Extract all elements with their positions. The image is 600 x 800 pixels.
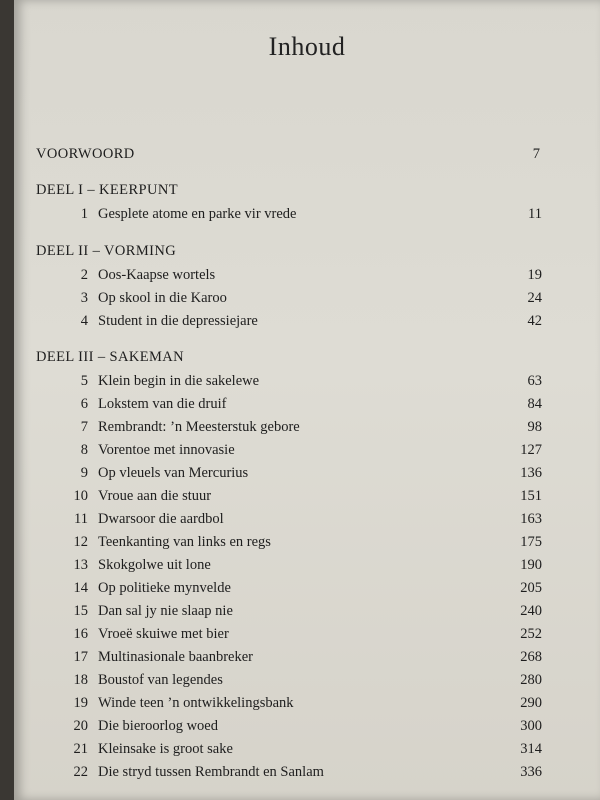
- chapter-page: 163: [520, 511, 542, 527]
- chapter-number: 11: [74, 511, 88, 527]
- part-heading-3: [14, 346, 600, 368]
- chapter-row-4: [14, 310, 600, 332]
- chapter-page: 205: [520, 580, 542, 596]
- chapter-row-19: [14, 692, 600, 714]
- chapter-title: Teenkanting van links en regs: [98, 534, 271, 550]
- chapter-number: 13: [73, 557, 88, 573]
- book-page: [14, 0, 600, 800]
- chapter-number: 8: [80, 442, 88, 458]
- chapter-title: Lokstem van die druif: [98, 396, 227, 412]
- chapter-number: 12: [73, 534, 88, 550]
- chapter-page: 336: [520, 764, 542, 780]
- chapter-row-7: [14, 416, 600, 438]
- chapter-title: Klein begin in die sakelewe: [98, 373, 260, 389]
- chapter-page: 175: [520, 534, 542, 550]
- chapter-page: 42: [527, 313, 542, 329]
- toc-foreword-row: [14, 143, 600, 165]
- chapter-number: 18: [73, 672, 88, 688]
- chapter-title: Winde teen ’n ontwikkelingsbank: [98, 695, 294, 711]
- chapter-row-11: [14, 508, 600, 530]
- chapter-page: 84: [527, 396, 542, 412]
- chapter-number: 1: [80, 206, 88, 222]
- chapter-row-14: [14, 577, 600, 599]
- chapter-row-9: [14, 462, 600, 484]
- chapter-page: 314: [520, 741, 542, 757]
- chapter-title: Skokgolwe uit lone: [98, 557, 211, 573]
- chapter-page: 252: [520, 626, 542, 642]
- chapter-row-16: [14, 623, 600, 645]
- chapter-number: 3: [80, 290, 88, 306]
- chapter-number: 9: [80, 465, 88, 481]
- chapter-page: 280: [520, 672, 542, 688]
- part-heading-2: [14, 240, 600, 262]
- chapter-title: Vroeë skuiwe met bier: [98, 626, 229, 642]
- chapter-title: Student in die depressiejare: [98, 313, 258, 329]
- chapter-number: 21: [73, 741, 88, 757]
- chapter-row-6: [14, 393, 600, 415]
- chapter-page: 63: [527, 373, 542, 389]
- page-title: Inhoud: [268, 32, 346, 61]
- chapter-page: 136: [520, 465, 542, 481]
- chapter-title: Kleinsake is groot sake: [98, 741, 233, 757]
- chapter-row-2: [14, 264, 600, 286]
- chapter-number: 17: [73, 649, 88, 665]
- chapter-number: 22: [73, 764, 88, 780]
- chapter-page: 190: [520, 557, 542, 573]
- chapter-title: Multinasionale baanbreker: [98, 649, 254, 665]
- chapter-row-3: [14, 287, 600, 309]
- chapter-number: 10: [73, 488, 88, 504]
- foreword-label: VOORWOORD: [36, 146, 135, 162]
- chapter-title: Die bieroorlog woed: [98, 718, 218, 734]
- chapter-number: 20: [73, 718, 88, 734]
- chapter-title: Op vleuels van Mercurius: [98, 465, 249, 481]
- chapter-page: 98: [527, 419, 542, 435]
- chapter-number: 19: [73, 695, 88, 711]
- chapter-number: 14: [73, 580, 88, 596]
- chapter-page: 19: [527, 267, 542, 283]
- chapter-number: 2: [80, 267, 88, 283]
- chapter-row-22: [14, 761, 600, 783]
- chapter-page: 240: [520, 603, 542, 619]
- chapter-title: Vorentoe met innovasie: [98, 442, 235, 458]
- chapter-row-12: [14, 531, 600, 553]
- chapter-number: 6: [80, 396, 88, 412]
- part-heading-text: DEEL III – SAKEMAN: [36, 349, 185, 365]
- chapter-row-10: [14, 485, 600, 507]
- chapter-row-1: [14, 203, 600, 225]
- chapter-title: Gesplete atome en parke vir vrede: [98, 206, 297, 222]
- chapter-row-21: [14, 738, 600, 760]
- chapter-page: 268: [520, 649, 542, 665]
- part-heading-text: DEEL I – KEERPUNT: [36, 182, 178, 198]
- chapter-row-5: [14, 370, 600, 392]
- chapter-page: 127: [520, 442, 542, 458]
- chapter-number: 7: [80, 419, 88, 435]
- chapter-title: Dwarsoor die aardbol: [98, 511, 224, 527]
- chapter-row-15: [14, 600, 600, 622]
- foreword-page: 7: [532, 146, 540, 162]
- part-heading-1: [14, 179, 600, 201]
- chapter-row-13: [14, 554, 600, 576]
- chapter-number: 15: [73, 603, 88, 619]
- chapter-title: Die stryd tussen Rembrandt en Sanlam: [98, 764, 324, 780]
- chapter-title: Boustof van legendes: [98, 672, 223, 688]
- chapter-row-8: [14, 439, 600, 461]
- chapter-title: Op skool in die Karoo: [98, 290, 227, 306]
- chapter-title: Dan sal jy nie slaap nie: [98, 603, 233, 619]
- chapter-number: 16: [73, 626, 88, 642]
- chapter-page: 151: [520, 488, 542, 504]
- chapter-title: Rembrandt: ’n Meesterstuk gebore: [98, 419, 300, 435]
- chapter-number: 5: [80, 373, 88, 389]
- chapter-title: Oos-Kaapse wortels: [98, 267, 216, 283]
- part-heading-text: DEEL II – VORMING: [36, 243, 177, 259]
- chapter-number: 4: [80, 313, 88, 329]
- chapter-page: 24: [527, 290, 542, 306]
- chapter-row-20: [14, 715, 600, 737]
- chapter-page: 290: [520, 695, 542, 711]
- chapter-page: 300: [520, 718, 542, 734]
- chapter-title: Op politieke mynvelde: [98, 580, 231, 596]
- chapter-title: Vroue aan die stuur: [98, 488, 212, 504]
- chapter-page: 11: [528, 206, 542, 222]
- chapter-row-17: [14, 646, 600, 668]
- chapter-row-18: [14, 669, 600, 691]
